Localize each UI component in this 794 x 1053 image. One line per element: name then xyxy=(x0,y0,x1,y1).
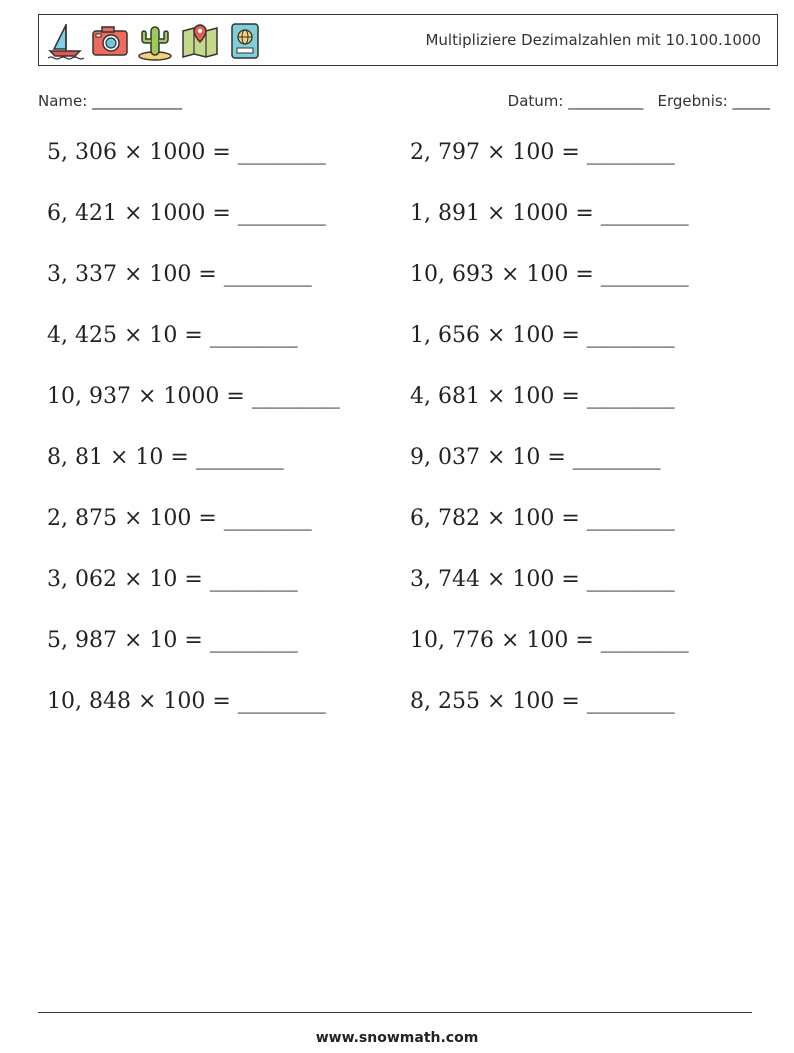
passport-icon xyxy=(225,21,265,61)
problem-item: 4, 425 × 10 = ________ xyxy=(47,323,298,348)
problem-row xyxy=(47,140,767,201)
problem-item: 4, 681 × 100 = ________ xyxy=(410,384,675,409)
name-field: Name: ____________ xyxy=(38,92,183,110)
problem-item: 2, 875 × 100 = ________ xyxy=(47,506,312,531)
problem-item: 8, 255 × 100 = ________ xyxy=(410,689,675,714)
date-result-fields xyxy=(508,92,770,110)
problem-row xyxy=(47,201,767,262)
problem-item: 8, 81 × 10 = ________ xyxy=(47,445,284,470)
map-icon xyxy=(180,21,220,61)
problem-row xyxy=(47,628,767,689)
problem-row xyxy=(47,445,767,506)
problem-item: 5, 306 × 1000 = ________ xyxy=(47,140,326,165)
problem-item: 9, 037 × 10 = ________ xyxy=(410,445,661,470)
problem-item: 3, 337 × 100 = ________ xyxy=(47,262,312,287)
problem-item: 1, 656 × 100 = ________ xyxy=(410,323,675,348)
sailboat-icon xyxy=(45,21,85,61)
cactus-icon xyxy=(135,21,175,61)
problem-row xyxy=(47,506,767,567)
problem-item: 6, 782 × 100 = ________ xyxy=(410,506,675,531)
camera-icon xyxy=(90,21,130,61)
problem-item: 2, 797 × 100 = ________ xyxy=(410,140,675,165)
problem-row xyxy=(47,567,767,628)
footer-divider xyxy=(38,1012,752,1013)
problem-row xyxy=(47,262,767,323)
problem-row xyxy=(47,384,767,445)
header-icons xyxy=(45,21,265,61)
problem-grid xyxy=(47,140,767,750)
problem-item: 3, 744 × 100 = ________ xyxy=(410,567,675,592)
worksheet-header xyxy=(38,14,778,66)
problem-row xyxy=(47,689,767,750)
result-field: Ergebnis: _____ xyxy=(657,92,770,110)
problem-row xyxy=(47,323,767,384)
problem-item: 6, 421 × 1000 = ________ xyxy=(47,201,326,226)
problem-item: 5, 987 × 10 = ________ xyxy=(47,628,298,653)
problem-item: 3, 062 × 10 = ________ xyxy=(47,567,298,592)
problem-item: 1, 891 × 1000 = ________ xyxy=(410,201,689,226)
footer-website: www.snowmath.com xyxy=(315,1030,479,1046)
problem-item: 10, 848 × 100 = ________ xyxy=(47,689,326,714)
date-field: Datum: __________ xyxy=(507,92,644,110)
problem-item: 10, 937 × 1000 = ________ xyxy=(47,384,340,409)
problem-item: 10, 776 × 100 = ________ xyxy=(410,628,689,653)
worksheet-title: Multipliziere Dezimalzahlen mit 10.100.1000 xyxy=(425,31,761,49)
problem-item: 10, 693 × 100 = ________ xyxy=(410,262,689,287)
